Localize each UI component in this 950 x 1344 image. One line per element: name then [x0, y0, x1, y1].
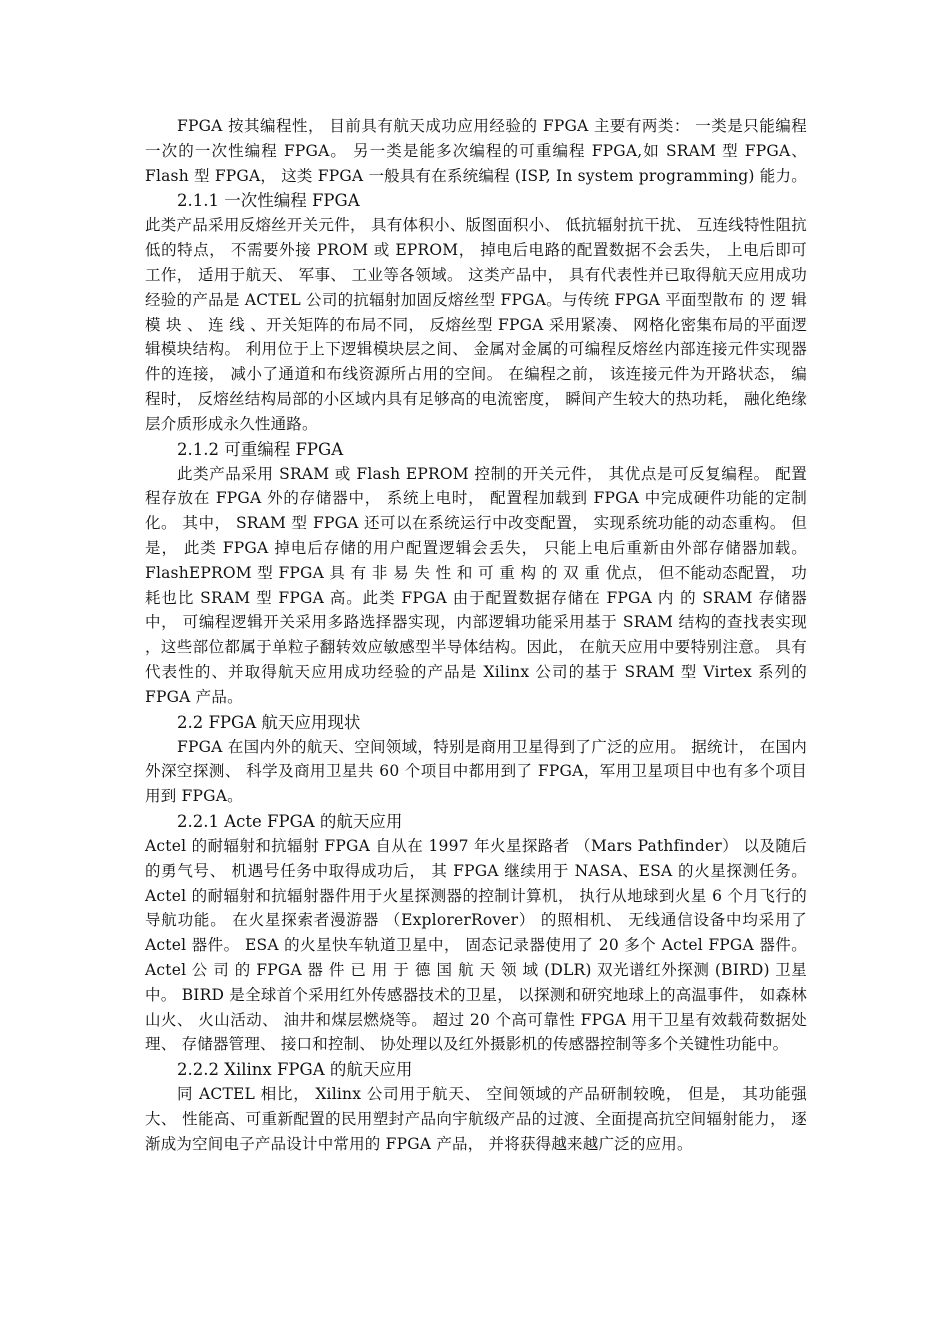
section-heading-2-2: 2.2 FPGA 航天应用现状	[177, 712, 361, 732]
section-body-2-1-1: 此类产品采用反熔丝开关元件， 具有体积小、版图面积小、 低抗辐射抗干扰、 互连线特性阻抗低的特点， 不需要外接 PROM 或 EPROM， 掉电后电路的配置数据不会丢失， 上电后即可工作， 适用于航天、 军事、 工业等各领域。 这类产品中， 具有代表性并已取得航天应用成功经验的产品是 ACTEL 公司的抗辐射加固反熔丝型 FPGA。与传统 FPGA 平面型散布 的 逻 辑 模 块 、 连 线 、开关矩阵的布局不同， 反熔丝型 FPGA 采用紧凑、 网格化密集布局的平面逻辑模块结构。 利用位于上下逻辑模块层之间、 金属对金属的可编程反熔丝内部连接元件实现器件的连接， 减小了通道和布线资源所占用的空间。 在编程之前， 该连接元件为开路状态， 编程时， 反熔丝结构局部的小区域内具有足够高的电流密度， 瞬间产生较大的热功耗， 融化绝缘层介质形成永久性通路。	[145, 216, 807, 433]
section-heading-2-1-1: 2.1.1 一次性编程 FPGA	[177, 191, 360, 211]
section-body-2-2-2: 同 ACTEL 相比， Xilinx 公司用于航天、 空间领域的产品研制较晚， 但是， 其功能强大、 性能高、可重新配置的民用塑封产品向宇航级产品的过渡、全面提高抗空间辐射能力， 逐渐成为空间电子产品设计中常用的 FPGA 产品， 并将获得越来越广泛的应用。	[145, 1085, 807, 1153]
section-heading-2-1-2: 2.1.2 可重编程 FPGA	[177, 439, 344, 459]
section-body-2-1-2: 此类产品采用 SRAM 或 Flash EPROM 控制的开关元件， 其优点是可反复编程。 配置程存放在 FPGA 外的存储器中， 系统上电时， 配置程加载到 FPGA 中完成硬件功能的定制化。 其中， SRAM 型 FPGA 还可以在系统运行中改变配置， 实现系统功能的动态重构。 但是， 此类 FPGA 掉电后存储的用户配置逻辑会丢失， 只能上电后重新由外部存储器加载。FlashEPROM 型 FPGA 具 有 非 易 失 性 和 可 重 构 的 双 重 优点， 但不能动态配置， 功耗也比 SRAM 型 FPGA 高。此类 FPGA 由于配置数据存储在 FPGA 内 的 SRAM 存储器中， 可编程逻辑开关采用多路选择器实现，内部逻辑功能采用基于 SRAM 结构的查找表实现 ，这些部位都属于单粒子翻转效应敏感型半导体结构。因此， 在航天应用中要特别注意。 具有代表性的、并取得航天应用成功经验的产品是 Xilinx 公司的基于 SRAM 型 Virtex 系列的 FPGA 产品。	[145, 464, 807, 706]
intro-paragraph: FPGA 按其编程性， 目前具有航天成功应用经验的 FPGA 主要有两类： 一类是只能编程一次的一次性编程 FPGA。 另一类是能多次编程的可重编程 FPGA,如 SRAM 型 FPGA、 Flash 型 FPGA， 这类 FPGA 一般具有在系统编程 (ISP, In system programming) 能力。	[145, 117, 807, 185]
section-heading-2-2-1: 2.2.1 Acte FPGA 的航天应用	[177, 811, 403, 831]
document-page	[145, 114, 807, 1156]
section-heading-2-2-2: 2.2.2 Xilinx FPGA 的航天应用	[177, 1060, 413, 1080]
section-body-2-2-1: Actel 的耐辐射和抗辐射 FPGA 自从在 1997 年火星探路者 （Mars Pathfinder） 以及随后的勇气号、 机遇号任务中取得成功后， 其 FPGA 继续用于 NASA、ESA 的火星探测任务。 Actel 的耐辐射和抗辐射器件用于火星探测器的控制计算机， 执行从地球到火星 6 个月飞行的导航功能。 在火星探索者漫游器 （ExplorerRover） 的照相机、 无线通信设备中均采用了 Actel 器件。 ESA 的火星快车轨道卫星中， 固态记录器使用了 20 多个 Actel FPGA 器件。Actel 公 司 的 FPGA 器 件 已 用 于 德 国 航 天 领 域 (DLR) 双光谱红外探测 (BIRD) 卫星中。 BIRD 是全球首个采用红外传感器技术的卫星， 以探测和研究地球上的高温事件， 如森林山火、 火山活动、 油井和煤层燃烧等。 超过 20 个高可靠性 FPGA 用干卫星有效载荷数据处理、 存储器管理、 接口和控制、 协处理以及红外摄影机的传感器控制等多个关键性功能中。	[145, 836, 807, 1054]
section-body-2-2: FPGA 在国内外的航天、空间领域，特别是商用卫星得到了广泛的应用。 据统计， 在国内外深空探测、 科学及商用卫星共 60 个项目中都用到了 FPGA，军用卫星项目中也有多个项目用到 FPGA。	[145, 737, 807, 806]
